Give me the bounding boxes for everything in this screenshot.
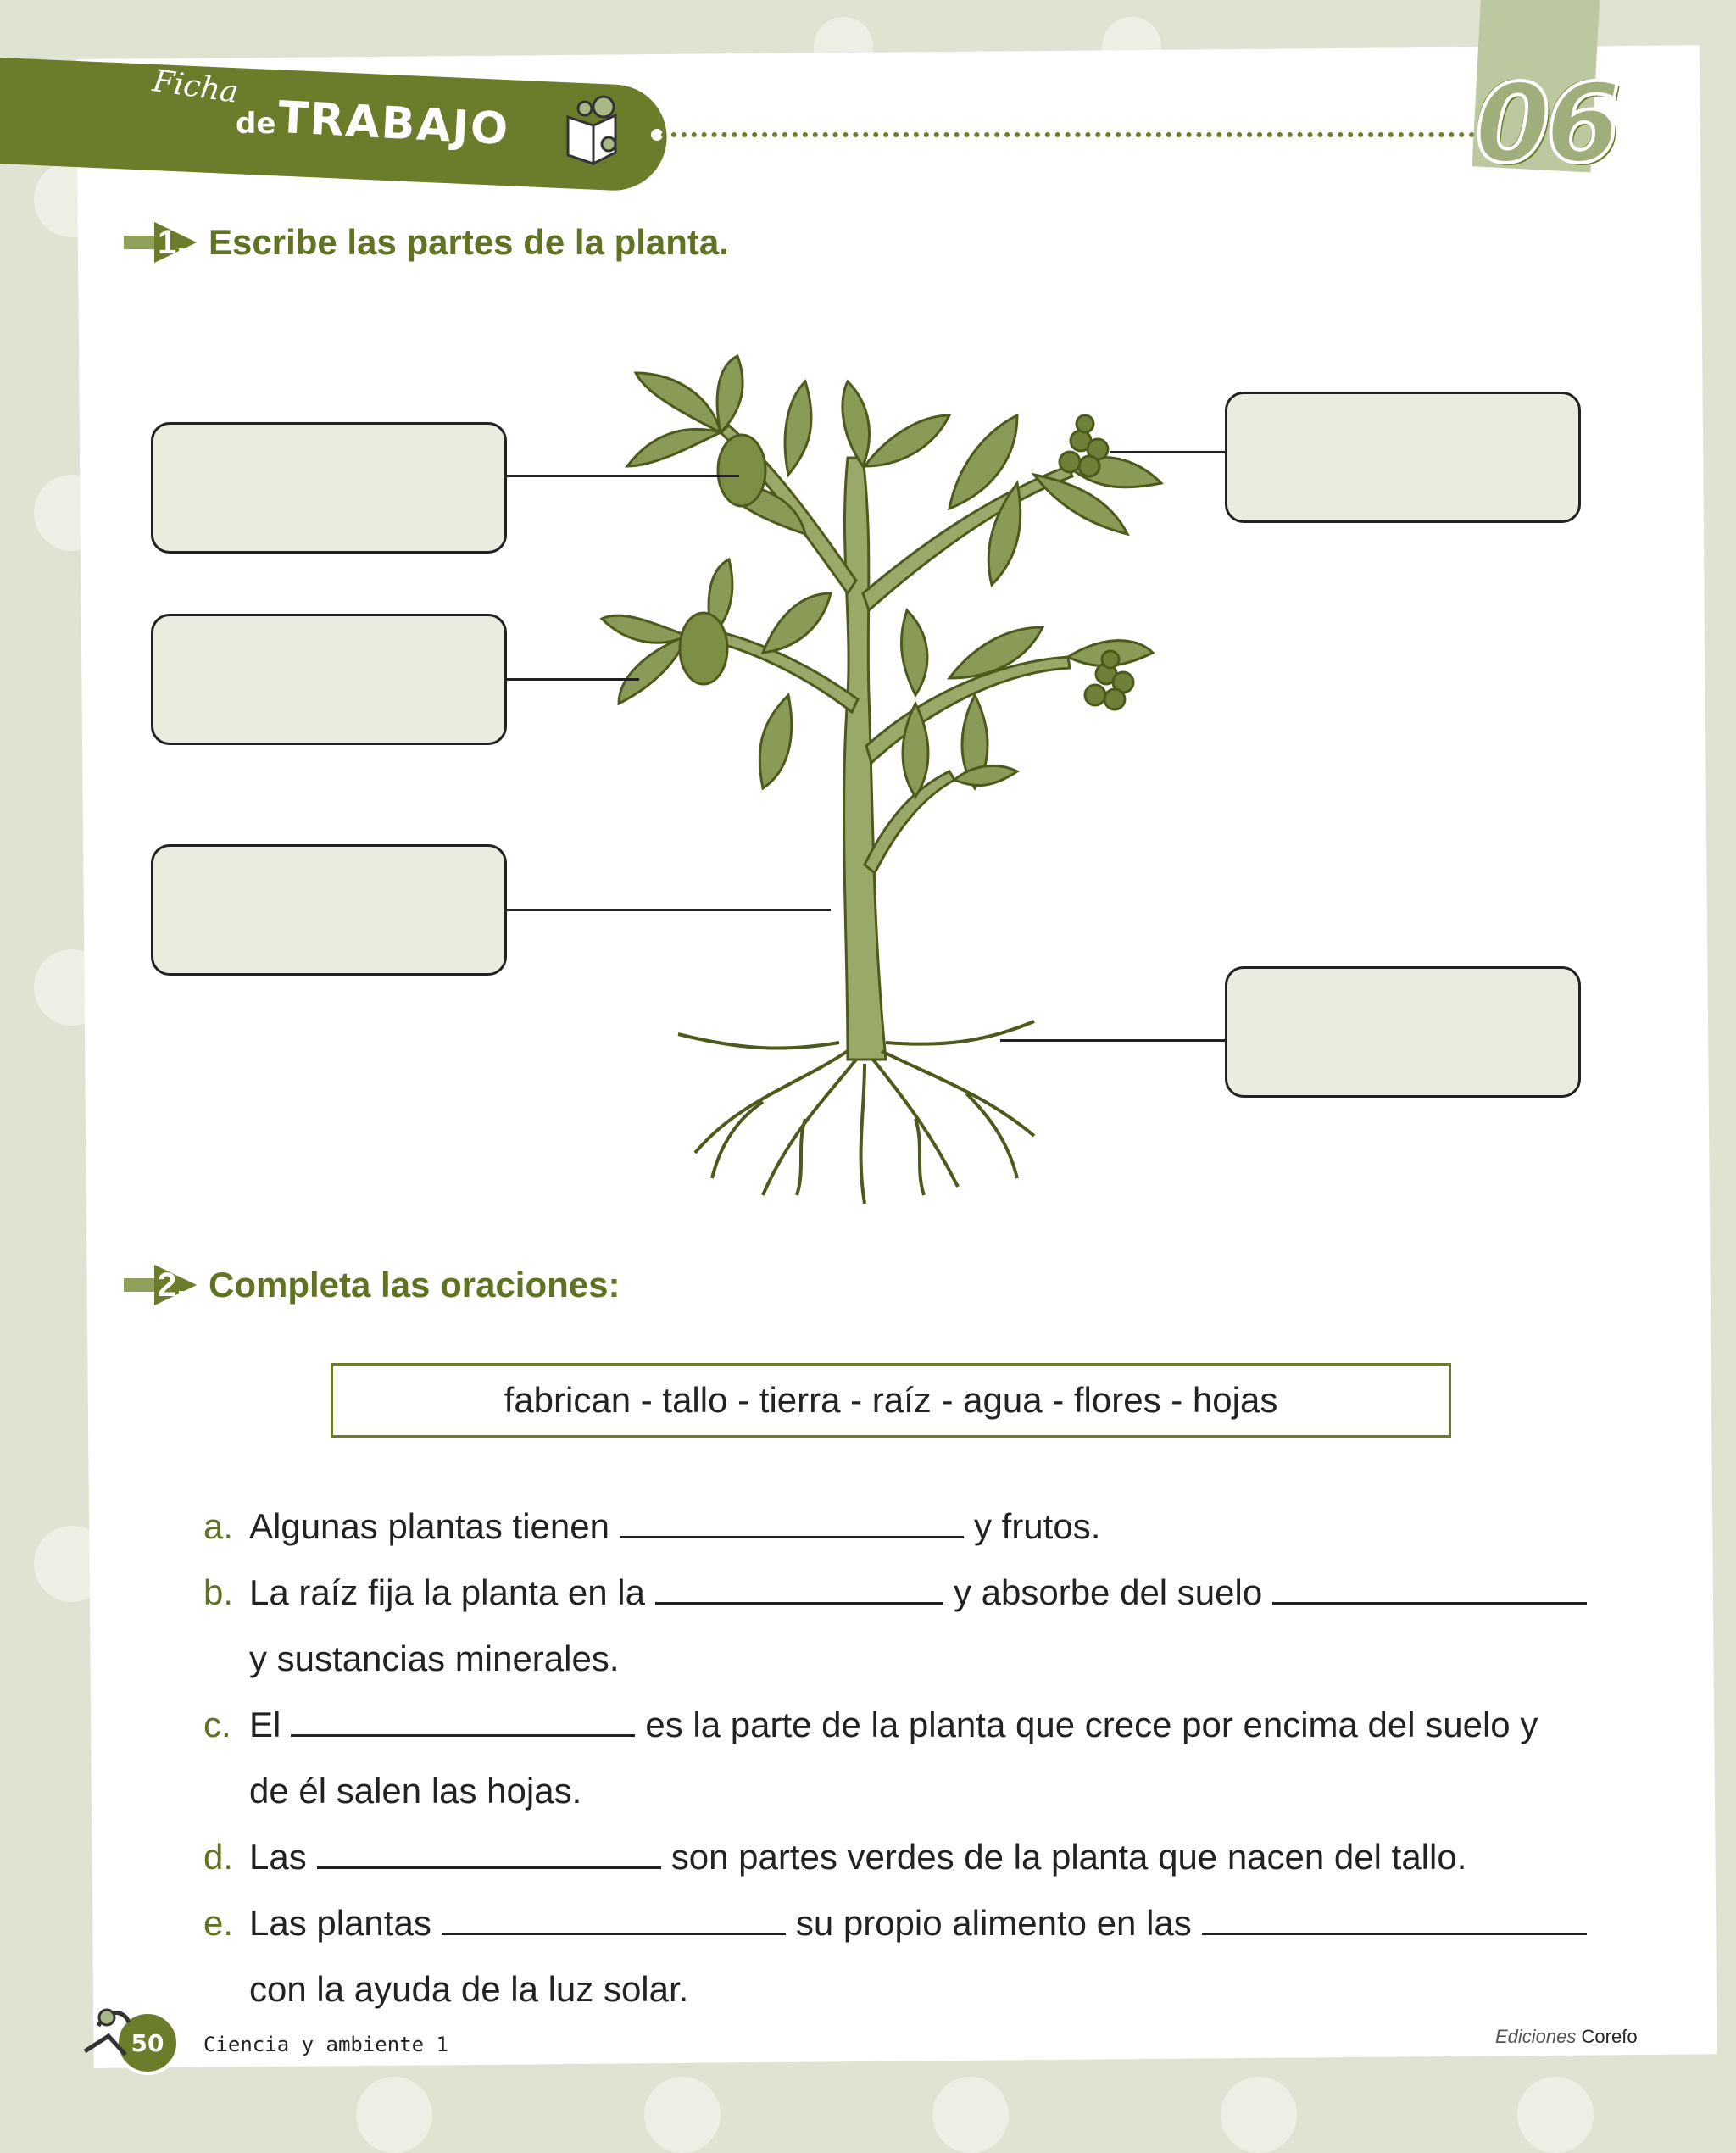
sentence-b-continued [203,1626,1587,1692]
section-2-title: Completa las oraciones: [209,1265,620,1305]
sentence-letter: e. [203,1903,234,1943]
background-dot [1221,2077,1297,2153]
answer-blank[interactable] [1202,1904,1587,1935]
sentence-text: Algunas plantas tienen [249,1506,609,1546]
sentence-text: y absorbe del suelo [953,1572,1263,1612]
label-box-leaf[interactable] [151,614,507,745]
sentence-c [203,1692,1587,1758]
dotted-line [661,132,1475,137]
worksheet-number: 06 [1475,61,1616,187]
sentence-c-continued [203,1758,1587,1824]
sentence-letter: c. [203,1705,231,1744]
plant-illustration [593,339,1204,1212]
label-box-root[interactable] [1225,966,1581,1098]
section-2-heading [120,1261,620,1309]
background-dot [356,2077,432,2153]
answer-blank[interactable] [442,1904,786,1935]
sentence-text: La raíz fija la planta en la [249,1572,645,1612]
sentence-text: con la ayuda de la luz solar. [249,1969,689,2009]
sentence-e-continued [203,1956,1587,2022]
sentence-text: son partes verdes de la planta que nacen del tallo. [670,1837,1467,1877]
word-bank: fabrican - tallo - tierra - raíz - agua - flores - hojas [331,1363,1451,1438]
answer-blank[interactable] [291,1705,635,1737]
leader-line [1000,1039,1227,1042]
sentence-text: de él salen las hojas. [249,1771,582,1811]
sentence-letter: b. [203,1572,234,1612]
header-ficha: Ficha [150,64,241,110]
page-number: 50 [131,2029,164,2057]
arrow-icon [120,1261,200,1309]
page-number-badge [73,2000,183,2077]
section-1-title: Escribe las partes de la planta. [209,222,729,262]
arrow-icon [120,219,200,266]
section-2-number: 2. [158,1266,186,1304]
leader-line [1110,451,1227,453]
publisher-name: Corefo [1581,2026,1638,2047]
sentence-text: y frutos. [973,1506,1101,1546]
answer-blank[interactable] [655,1573,943,1605]
sentence-text: es la parte de la planta que crece por encima del suelo y [645,1705,1538,1744]
background-dot [644,2077,721,2153]
publisher [1495,2026,1638,2048]
label-box-flower[interactable] [1225,392,1581,523]
sentence-letter: a. [203,1506,234,1546]
sentence-text: El [249,1705,281,1744]
background-dot [932,2077,1009,2153]
sentence-text: y sustancias minerales. [249,1638,620,1678]
sentence-letter: d. [203,1837,234,1877]
header-de: de [236,107,276,141]
leader-line [507,678,639,681]
answer-blank[interactable] [317,1838,661,1869]
sentence-text: Las plantas [249,1903,431,1943]
leader-line [507,475,739,477]
background-dot [1517,2077,1594,2153]
sentence-a [203,1494,1587,1560]
book-icon [559,92,627,168]
sentence-text: Las [249,1837,307,1877]
section-1-number: 1. [158,224,186,261]
answer-blank[interactable] [1272,1573,1587,1605]
section-1-heading [120,219,729,266]
sentence-text: su propio alimento en las [795,1903,1192,1943]
header-trabajo: TRABAJO [276,92,511,156]
sentence-e [203,1890,1587,1956]
sentence-list [203,1494,1587,2022]
answer-blank[interactable] [620,1507,964,1538]
sentence-b [203,1560,1587,1626]
sentence-d [203,1824,1587,1890]
leader-line [507,909,831,911]
label-box-stem[interactable] [151,844,507,976]
book-title: Ciencia y ambiente 1 [203,2033,448,2056]
label-box-fruit[interactable] [151,422,507,554]
publisher-prefix: Ediciones [1495,2026,1577,2047]
